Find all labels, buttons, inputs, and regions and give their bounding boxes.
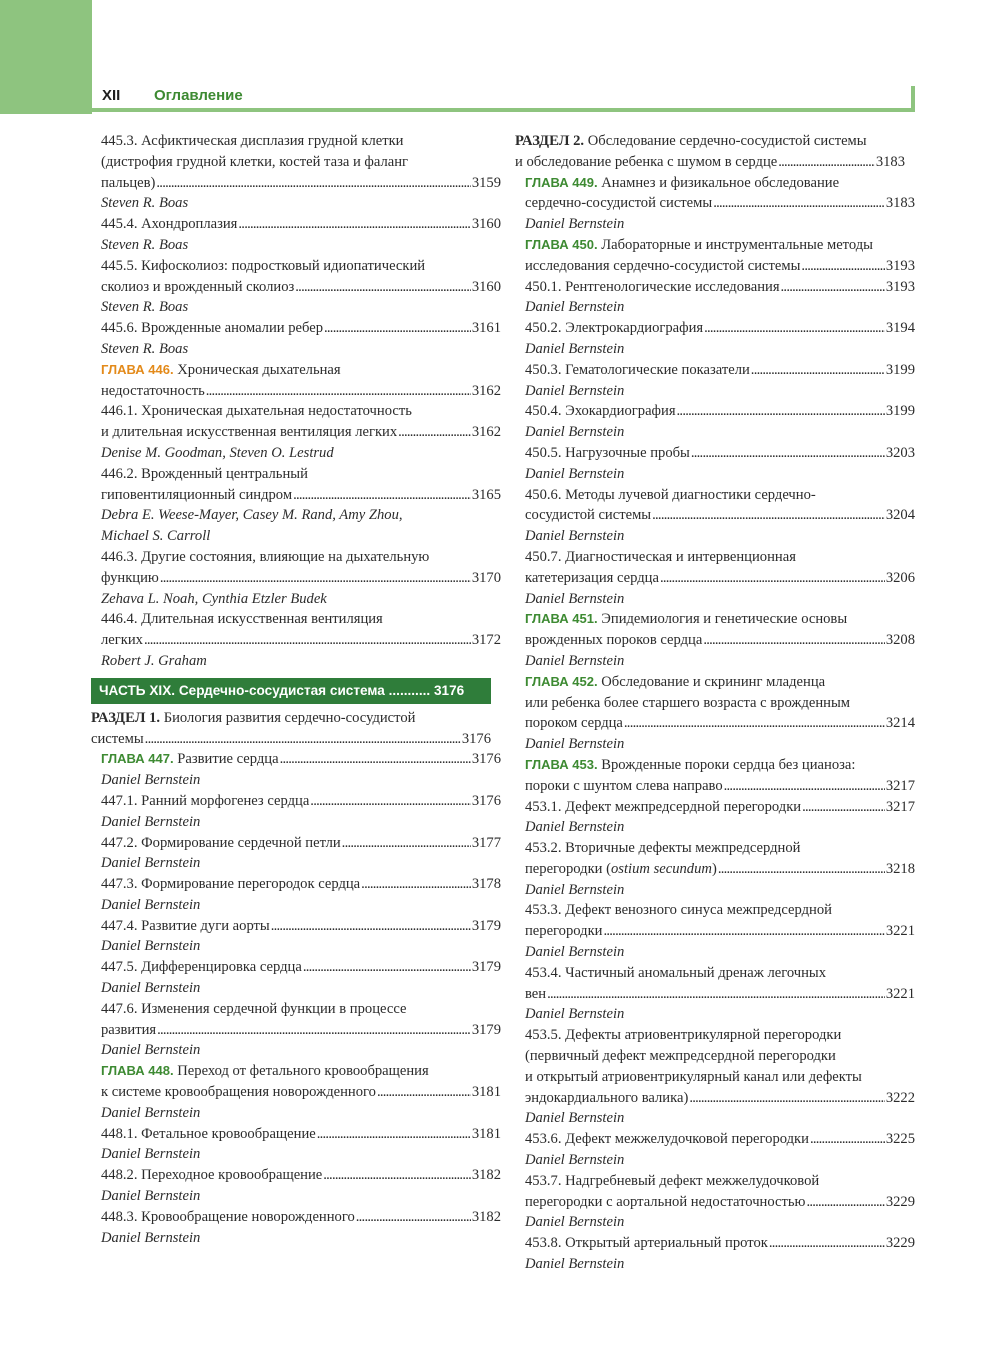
toc-entry-453-3-line2[interactable]: перегородки . . . 3221 (515, 921, 915, 942)
author: Steven R. Boas (101, 340, 189, 357)
toc-entry-453-5-line4[interactable]: эндокардиального валика) . . . 3222 (515, 1088, 915, 1109)
toc-entry-446-2-line2[interactable]: гиповентиляционный синдром . . . 3165 (91, 485, 501, 506)
toc-entry-448-1[interactable]: 448.1. Фетальное кровообращение . . . 3181 (91, 1124, 501, 1145)
page-title: Оглавление (154, 87, 243, 104)
chapter-label: ГЛАВА 449. (525, 174, 598, 190)
page-ref: 3193 (885, 278, 915, 295)
author: Daniel Bernstein (525, 382, 625, 399)
author: Daniel Bernstein (101, 813, 201, 830)
toc-entry-447-5[interactable]: 447.5. Дифференцировка сердца . . . 3179 (91, 957, 501, 978)
toc-entry-446-4: 446.4. Длительная искусственная вентиляция (101, 611, 383, 628)
page-ref: 3183 (875, 153, 905, 170)
toc-chapter-448: ГЛАВА 448. Переход от фетального кровообращения (101, 1063, 429, 1080)
page-ref: 3206 (885, 569, 915, 586)
toc-entry-446-2: 446.2. Врожденный центральный (101, 465, 308, 482)
author: Daniel Bernstein (525, 216, 625, 233)
author: Daniel Bernstein (525, 340, 625, 357)
toc-chapter-446-line2[interactable]: недостаточность . . . 3162 (91, 381, 501, 402)
author: Daniel Bernstein (525, 736, 625, 753)
toc-chapter-447[interactable]: ГЛАВА 447. Развитие сердца . . . 3176 (91, 749, 501, 770)
toc-chapter-451: ГЛАВА 451. Эпидемиология и генетические основы (525, 611, 848, 628)
author: Daniel Bernstein (525, 1006, 625, 1023)
author: Steven R. Boas (101, 236, 189, 253)
chapter-label: ГЛАВА 446. (101, 361, 174, 377)
author: Daniel Bernstein (525, 1256, 625, 1273)
page-ref: 3208 (885, 632, 915, 649)
author: Daniel Bernstein (525, 590, 625, 607)
author: Daniel Bernstein (525, 424, 625, 441)
toc-entry-453-5: 453.5. Дефекты атриовентрикулярной перегородки (525, 1027, 842, 1044)
toc-entry-447-6-line2[interactable]: развития . . . 3179 (91, 1020, 501, 1041)
page-ref: 3182 (471, 1208, 501, 1225)
page-ref: 3162 (471, 424, 501, 441)
toc-chapter-449-line2[interactable]: сердечно-сосудистой системы . . . 3183 (515, 193, 915, 214)
page-ref: 3199 (885, 361, 915, 378)
page-ref: 3170 (471, 569, 501, 586)
author: Debra E. Weese-Mayer, Casey M. Rand, Amy Zhou, (101, 507, 403, 524)
toc-entry-453-4: 453.4. Частичный аномальный дренаж легочных (525, 964, 827, 981)
chapter-label: ГЛАВА 453. (525, 756, 598, 772)
author: Daniel Bernstein (101, 772, 201, 789)
page-ref: 3181 (471, 1084, 501, 1101)
toc-chapter-453-line2[interactable]: пороки с шунтом слева направо . . . 3217 (515, 776, 915, 797)
toc-entry-453-8[interactable]: 453.8. Открытый артериальный проток . . . 3229 (515, 1233, 915, 1254)
toc-chapter-452-line2: или ребенка более старшего возраста с врожденным (525, 694, 851, 711)
toc-part-19[interactable]: ЧАСТЬ XIX. Сердечно-сосудистая система ........... 3176 (91, 678, 491, 704)
page-ref: 3214 (885, 715, 915, 732)
toc-left-column (91, 131, 501, 1248)
toc-chapter-450-line2[interactable]: исследования сердечно-сосудистой системы . . . 3193 (515, 256, 915, 277)
toc-entry-445-3-line3[interactable]: пальцев) . . . 3159 (91, 173, 501, 194)
toc-chapter-446: ГЛАВА 446. Хроническая дыхательная (101, 361, 341, 378)
page-ref: 3222 (885, 1089, 915, 1106)
chapter-label: ГЛАВА 448. (101, 1063, 174, 1079)
page-ref: 3229 (885, 1235, 915, 1252)
author: Daniel Bernstein (525, 652, 625, 669)
author: Daniel Bernstein (525, 299, 625, 316)
toc-entry-446-1-line2[interactable]: и длительная искусственная вентиляция легких . . . 3162 (91, 422, 501, 443)
header-green-block (0, 0, 92, 114)
chapter-label: ГЛАВА 447. (101, 751, 174, 767)
toc-entry-446-3-line2[interactable]: функцию . . . 3170 (91, 568, 501, 589)
toc-entry-453-3: 453.3. Дефект венозного синуса межпредсердной (525, 902, 832, 919)
toc-entry-447-1[interactable]: 447.1. Ранний морфогенез сердца . . . 3176 (91, 791, 501, 812)
author: Steven R. Boas (101, 299, 189, 316)
page-ref: 3179 (471, 917, 501, 934)
page-ref: 3179 (471, 959, 501, 976)
author: Daniel Bernstein (525, 1110, 625, 1127)
toc-section-1-line2[interactable]: системы . . . 3176 (91, 729, 491, 750)
page-ref: 3217 (885, 798, 915, 815)
page-ref: 3176 (471, 751, 501, 768)
author: Daniel Bernstein (101, 938, 201, 955)
author: Daniel Bernstein (525, 881, 625, 898)
toc-chapter-452-line3[interactable]: пороком сердца . . . 3214 (515, 713, 915, 734)
page-ref: 3181 (471, 1125, 501, 1142)
page-ref: 3178 (471, 876, 501, 893)
toc-entry-447-6: 447.6. Изменения сердечной функции в процессе (101, 1000, 407, 1017)
page-ref: 3221 (885, 985, 915, 1002)
section-label: РАЗДЕЛ 1. (91, 709, 161, 726)
toc-entry-453-2: 453.2. Вторичные дефекты межпредсердной (525, 840, 801, 857)
author: Steven R. Boas (101, 195, 189, 212)
toc-entry-453-1[interactable]: 453.1. Дефект межпредсердной перегородки . . . 3217 (515, 797, 915, 818)
page-ref: 3182 (471, 1167, 501, 1184)
page-ref: 3176 (471, 792, 501, 809)
toc-section-2: РАЗДЕЛ 2. Обследование сердечно-сосудистой системы (515, 133, 867, 149)
toc-entry-453-2-line2[interactable]: перегородки (ostium secundum) . . . 3218 (515, 859, 915, 880)
author: Daniel Bernstein (101, 1042, 201, 1059)
author: Daniel Bernstein (525, 819, 625, 836)
toc-entry-445-5: 445.5. Кифосколиоз: подростковый идиопатический (101, 257, 426, 274)
page-header (0, 0, 1000, 114)
page-ref: 3203 (885, 444, 915, 461)
header-rule-end (911, 86, 915, 112)
page-ref: 3225 (885, 1131, 915, 1148)
toc-chapter-448-line2[interactable]: к системе кровообращения новорожденного . . . 3181 (91, 1082, 501, 1103)
page-ref: 3177 (471, 834, 501, 851)
toc-entry-445-3-line2: (дистрофия грудной клетки, костей таза и фаланг (101, 153, 409, 170)
toc-entry-445-6[interactable]: 445.6. Врожденные аномалии ребер . . . 3161 (91, 318, 501, 339)
page-ref: 3160 (471, 216, 501, 233)
toc-chapter-451-line2[interactable]: врожденных пороков сердца . . . 3208 (515, 630, 915, 651)
toc-entry-450-6: 450.6. Методы лучевой диагностики сердечно- (525, 486, 816, 503)
author: Daniel Bernstein (101, 855, 201, 872)
author: Daniel Bernstein (525, 528, 625, 545)
page-ref: 3160 (471, 278, 501, 295)
author: Daniel Bernstein (101, 980, 201, 997)
toc-entry-447-3[interactable]: 447.3. Формирование перегородок сердца . . . 3178 (91, 874, 501, 895)
chapter-label: ГЛАВА 452. (525, 673, 598, 689)
toc-chapter-450: ГЛАВА 450. Лабораторные и инструментальные методы (525, 236, 873, 253)
page-ref: 3218 (885, 860, 915, 877)
page-ref: 3204 (885, 507, 915, 524)
toc-entry-448-2[interactable]: 448.2. Переходное кровообращение . . . 3182 (91, 1165, 501, 1186)
author: Daniel Bernstein (101, 1146, 201, 1163)
page-ref: 3159 (471, 174, 501, 191)
author: Daniel Bernstein (525, 944, 625, 961)
page-ref: 3217 (885, 777, 915, 794)
toc-chapter-452: ГЛАВА 452. Обследование и скрининг младенца (525, 673, 826, 690)
header-rule (0, 108, 915, 112)
toc-section-2-line2[interactable]: и обследование ребенка с шумом в сердце . . . 3183 (515, 152, 905, 173)
toc-entry-450-2[interactable]: 450.2. Электрокардиография . . . 3194 (515, 318, 915, 339)
toc-entry-448-3[interactable]: 448.3. Кровообращение новорожденного . . . 3182 (91, 1207, 501, 1228)
page-ref: 3193 (885, 257, 915, 274)
toc-entry-450-7-line2[interactable]: катетеризация сердца . . . 3206 (515, 568, 915, 589)
chapter-label: ГЛАВА 450. (525, 236, 598, 252)
page-ref: 3172 (471, 632, 501, 649)
author: Daniel Bernstein (101, 896, 201, 913)
toc-entry-453-4-line2[interactable]: вен . . . 3221 (515, 984, 915, 1005)
page-ref: 3179 (471, 1021, 501, 1038)
toc-entry-453-5-line2: (первичный дефект межпредсердной перегородки (525, 1048, 836, 1065)
author: Daniel Bernstein (525, 465, 625, 482)
author: Denise M. Goodman, Steven O. Lestrud (101, 444, 334, 461)
toc-entry-446-3: 446.3. Другие состояния, влияющие на дыхательную (101, 548, 430, 565)
toc-entry-446-1: 446.1. Хроническая дыхательная недостаточность (101, 403, 412, 420)
page-ref: 3194 (885, 320, 915, 337)
toc-entry-447-2[interactable]: 447.2. Формирование сердечной петли . . . 3177 (91, 833, 501, 854)
author: Daniel Bernstein (101, 1104, 201, 1121)
section-label: РАЗДЕЛ 2. (515, 133, 585, 149)
toc-entry-453-7-line2[interactable]: перегородки с аортальной недостаточностью . . . 3229 (515, 1192, 915, 1213)
toc-right-column (515, 131, 915, 1275)
page-ref: 3199 (885, 403, 915, 420)
page-number: XII (102, 87, 121, 104)
toc-entry-450-5[interactable]: 450.5. Нагрузочные пробы . . . 3203 (515, 443, 915, 464)
page-ref: 3165 (471, 486, 501, 503)
toc-entry-450-7: 450.7. Диагностическая и интервенционная (525, 548, 796, 565)
author: Daniel Bernstein (525, 1152, 625, 1169)
page-ref: 3221 (885, 923, 915, 940)
author: Daniel Bernstein (101, 1188, 201, 1205)
author: Michael S. Carroll (101, 528, 211, 545)
toc-entry-453-5-line3: и открытый атриовентрикулярный канал или дефекты (525, 1068, 862, 1085)
page-ref: 3176 (461, 730, 491, 747)
toc-entry-445-4[interactable]: 445.4. Ахондроплазия . . . 3160 (91, 214, 501, 235)
page-ref: 3161 (471, 320, 501, 337)
toc-chapter-449: ГЛАВА 449. Анамнез и физикальное обследование (525, 174, 840, 191)
toc-entry-450-1[interactable]: 450.1. Рентгенологические исследования . . . 3193 (515, 277, 915, 298)
author: Robert J. Graham (101, 652, 207, 669)
page-ref: 3176 (433, 682, 465, 698)
toc-entry-447-4[interactable]: 447.4. Развитие дуги аорты . . . 3179 (91, 916, 501, 937)
page-ref: 3229 (885, 1193, 915, 1210)
toc-entry-453-7: 453.7. Надгребневый дефект межжелудочковой (525, 1172, 820, 1189)
toc-entry-445-5-line2[interactable]: сколиоз и врожденный сколиоз . . . 3160 (91, 277, 501, 298)
toc-entry-450-6-line2[interactable]: сосудистой системы . . . 3204 (515, 505, 915, 526)
toc-entry-446-4-line2[interactable]: легких . . . 3172 (91, 630, 501, 651)
chapter-label: ГЛАВА 451. (525, 611, 598, 627)
page-ref: 3183 (885, 195, 915, 212)
toc-entry-450-3[interactable]: 450.3. Гематологические показатели . . . 3199 (515, 360, 915, 381)
toc-section-1: РАЗДЕЛ 1. Биология развития сердечно-сосудистой (91, 709, 416, 726)
toc-entry-445-3: 445.3. Асфиктическая дисплазия грудной клетки (101, 133, 404, 149)
author: Zehava L. Noah, Cynthia Etzler Budek (101, 590, 327, 607)
author: Daniel Bernstein (525, 1214, 625, 1231)
toc-chapter-453: ГЛАВА 453. Врожденные пороки сердца без цианоза: (525, 756, 856, 773)
page-ref: 3162 (471, 382, 501, 399)
author: Daniel Bernstein (101, 1229, 201, 1246)
toc-entry-453-6[interactable]: 453.6. Дефект межжелудочковой перегородки . . . 3225 (515, 1129, 915, 1150)
toc-entry-450-4[interactable]: 450.4. Эхокардиография . . . 3199 (515, 401, 915, 422)
